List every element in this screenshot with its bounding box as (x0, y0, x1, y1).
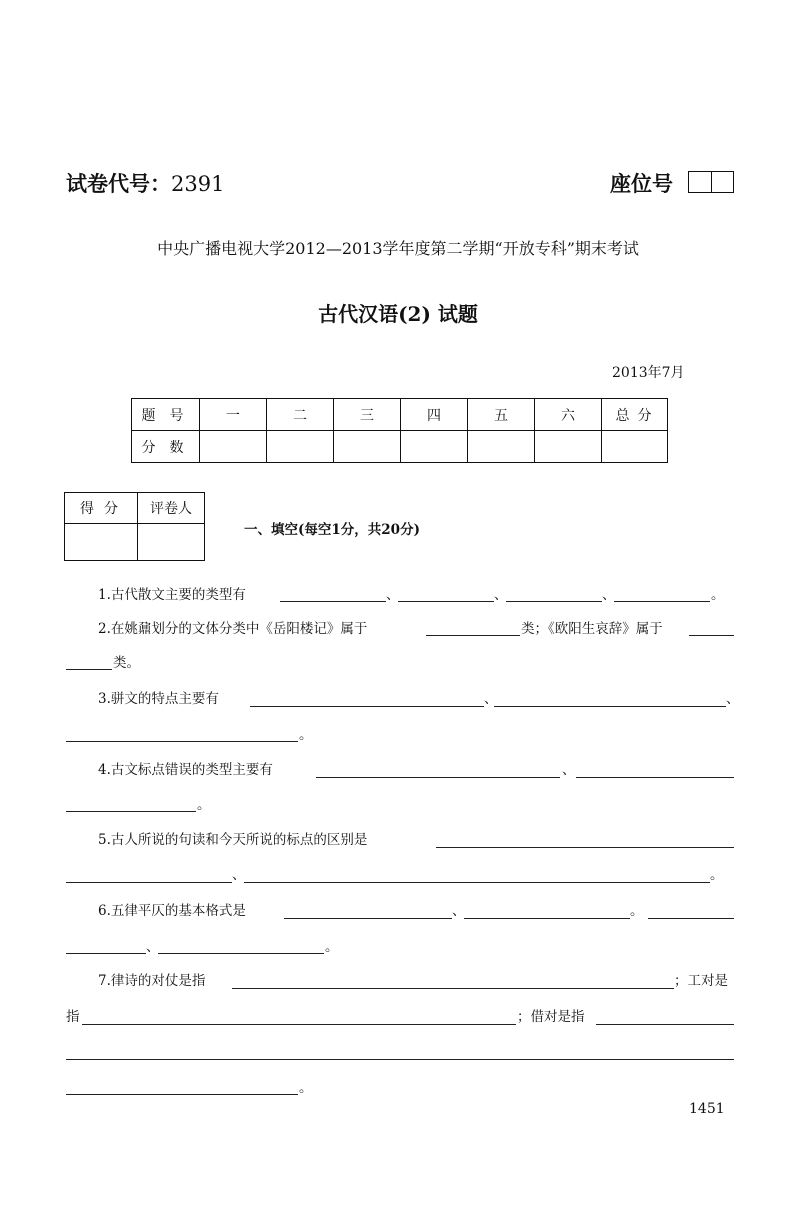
score-table-col-3: 三 (334, 399, 401, 431)
score-cell[interactable] (401, 431, 468, 463)
score-cell[interactable] (468, 431, 535, 463)
paper-code (66, 168, 224, 198)
answer-blank[interactable] (66, 882, 232, 883)
punct-comma: 、 (452, 903, 466, 919)
punct-period: 。 (710, 867, 724, 883)
score-table (131, 398, 668, 463)
answer-blank[interactable] (66, 811, 196, 812)
score-table-col-4: 四 (401, 399, 468, 431)
question-7-line2-middle: ；借对是指 (517, 1009, 585, 1025)
paper-code-label: 试卷代号： (66, 171, 171, 196)
answer-blank[interactable] (576, 777, 734, 778)
score-table-total-label: 总分 (602, 399, 668, 431)
answer-blank[interactable] (426, 635, 520, 636)
answer-blank[interactable] (250, 706, 484, 707)
answer-blank[interactable] (66, 953, 146, 954)
question-2: 2.在姚鼐划分的文体分类中《岳阳楼记》属于 (98, 621, 368, 637)
answer-blank[interactable] (648, 918, 734, 919)
score-table-score-row (132, 431, 668, 463)
grader-score-label: 得分 (65, 493, 138, 524)
answer-blank[interactable] (284, 918, 452, 919)
question-2-middle: 类；《欧阳生哀辞》属于 (521, 621, 663, 637)
punct-period: 。 (711, 587, 725, 603)
answer-blank[interactable] (232, 988, 674, 989)
grader-name-cell[interactable] (138, 524, 205, 561)
grader-score-cell[interactable] (65, 524, 138, 561)
paper-code-value: 2391 (171, 172, 225, 196)
exam-title: 中央广播电视大学2012—2013学年度第二学期“开放专科”期末考试 (157, 239, 639, 258)
punct-comma: 、 (562, 762, 576, 778)
score-table-col-1: 一 (200, 399, 267, 431)
answer-blank[interactable] (66, 1094, 298, 1095)
punct-period: 。 (299, 1080, 313, 1096)
answer-blank[interactable] (66, 741, 298, 742)
score-cell[interactable] (334, 431, 401, 463)
score-table-row-label: 题号 (132, 399, 200, 431)
answer-blank[interactable] (596, 1024, 734, 1025)
punct-comma: 、 (484, 691, 498, 707)
answer-blank[interactable] (398, 601, 494, 602)
answer-blank[interactable] (82, 1024, 516, 1025)
punct-period: 。 (325, 939, 339, 955)
answer-blank[interactable] (280, 601, 386, 602)
punct-comma: 、 (232, 867, 246, 883)
question-7: 7.律诗的对仗是指 (98, 973, 206, 989)
exam-date: 2013年7月 (612, 365, 685, 381)
answer-blank[interactable] (66, 669, 112, 670)
seat-number-boxes[interactable] (688, 171, 734, 193)
score-table-col-5: 五 (468, 399, 535, 431)
page-number: 1451 (689, 1101, 725, 1117)
grader-name-label: 评卷人 (138, 493, 205, 524)
punct-comma: 、 (494, 587, 508, 603)
question-7-line2-prefix: 指 (66, 1009, 80, 1025)
score-table-score-label: 分数 (132, 431, 200, 463)
punct-comma: 、 (386, 587, 400, 603)
score-cell[interactable] (200, 431, 267, 463)
punct-period: 。 (197, 797, 211, 813)
answer-blank[interactable] (464, 918, 630, 919)
grader-box (64, 492, 205, 561)
punct-period: 。 (630, 903, 644, 919)
answer-blank[interactable] (494, 706, 726, 707)
question-2-end: 类。 (113, 655, 140, 671)
score-table-col-6: 六 (535, 399, 602, 431)
question-5: 5.古人所说的句读和今天所说的标点的区别是 (98, 832, 368, 848)
answer-blank[interactable] (689, 635, 734, 636)
answer-blank[interactable] (66, 1059, 734, 1060)
question-4: 4.古文标点错误的类型主要有 (98, 762, 273, 778)
section-title: 一、填空(每空1分，共20分) (244, 522, 420, 538)
answer-blank[interactable] (244, 882, 710, 883)
score-cell[interactable] (535, 431, 602, 463)
punct-comma: 、 (146, 939, 160, 955)
answer-blank[interactable] (158, 953, 324, 954)
score-cell[interactable] (267, 431, 334, 463)
score-cell-total[interactable] (602, 431, 668, 463)
subject-title: 古代汉语(2) 试题 (318, 302, 478, 326)
answer-blank[interactable] (614, 601, 710, 602)
question-7-middle: ；工对是 (674, 973, 728, 989)
punct-period: 。 (299, 727, 313, 743)
seat-number-label: 座位号 (610, 171, 673, 196)
answer-blank[interactable] (316, 777, 560, 778)
score-table-header-row (132, 399, 668, 431)
question-3: 3.骈文的特点主要有 (98, 691, 219, 707)
question-6: 6.五律平仄的基本格式是 (98, 903, 246, 919)
punct-comma: 、 (602, 587, 616, 603)
punct-comma: 、 (726, 691, 740, 707)
answer-blank[interactable] (436, 847, 734, 848)
score-table-col-2: 二 (267, 399, 334, 431)
answer-blank[interactable] (506, 601, 602, 602)
question-1: 1.古代散文主要的类型有 (98, 587, 246, 603)
